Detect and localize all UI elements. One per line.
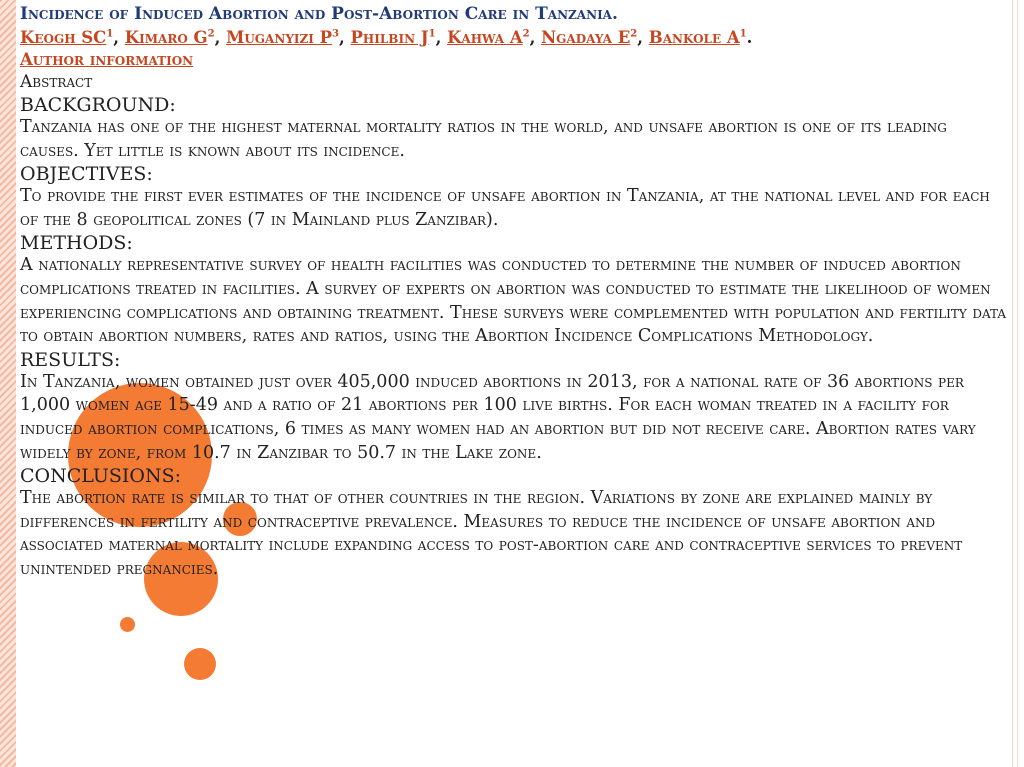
- author-affiliation: 1: [739, 28, 747, 40]
- abstract-content: [20, 3, 1010, 582]
- author-information-link[interactable]: Author information: [20, 50, 194, 69]
- decorative-circle-small: [184, 648, 216, 680]
- author-link[interactable]: Ngadaya E: [541, 28, 631, 47]
- author-link[interactable]: Muganyizi P: [226, 28, 333, 47]
- left-stripe-decoration: [0, 0, 16, 767]
- section-heading-background: BACKGROUND:: [20, 94, 176, 116]
- author-link[interactable]: Kahwa A: [447, 28, 523, 47]
- right-edge-line: [1012, 0, 1013, 767]
- right-edge-line-2: [1017, 0, 1018, 767]
- author-link[interactable]: Philbin J: [350, 28, 429, 47]
- section-heading-methods: METHODS:: [20, 232, 133, 255]
- abstract-label: Abstract: [20, 72, 93, 92]
- section-heading-objectives: OBJECTIVES:: [20, 163, 153, 186]
- decorative-circle-tiny: [120, 617, 135, 632]
- author-link[interactable]: Kimaro G: [124, 28, 208, 47]
- author-affiliation: 2: [207, 28, 215, 40]
- author-affiliation: 1: [428, 28, 436, 40]
- section-heading-conclusions: CONCLUSIONS:: [20, 465, 182, 488]
- author-affiliation: 2: [522, 28, 530, 40]
- section-text-objectives: To provide the first ever estimates of the incidence of unsafe abortion in Tanzania, at the national level and for each of the 8 geopolitical zones (7 in Mainland plus Zanzibar).: [20, 186, 990, 230]
- author-link[interactable]: Keogh SC: [20, 28, 107, 47]
- author-link[interactable]: Bankole A: [648, 28, 740, 47]
- section-text-methods: A nationally representative survey of health facilities was conducted to determine the number of induced abortion complications treated in facilities. A survey of experts on abortion was conducted to estimate the likelihood of women experiencing complications and obtaining treatment. These surveys were complemented with population and fertility data to obtain abortion numbers, rates and ratios, using the Abortion Incidence Complications Methodology.: [20, 255, 1007, 347]
- section-heading-results: RESULTS:: [20, 348, 121, 371]
- author-affiliation: 2: [630, 28, 638, 40]
- author-list: Keogh $SC^1$, Kimaro $G^2$, Muganyizi $P^3$, Philbin $J^1$, Kahwa $A^2$, Ngadaya $E^2$, Bankole $A^1$.: [20, 28, 753, 47]
- section-text-background: Tanzania has one of the highest maternal mortality ratios in the world, and unsafe abortion is one of its leading causes. Yet little is known about its incidence.: [20, 117, 947, 161]
- author-affiliation: 1: [106, 28, 114, 40]
- article-title: Incidence of Induced Abortion and Post-Abortion Care in Tanzania.: [20, 4, 618, 24]
- section-text-results: In Tanzania, women obtained just over 405,000 induced abortions in 2013, for a national rate of 36 abortions per 1,000 women age 15-49 and a ratio of 21 abortions per 100 live births. For each woman treated in a facility for induced abortion complications, 6 times as many women had an abortion but did not receive care. Abortion rates vary widely by zone, from 10.7 in Zanzibar to 50.7 in the Lake zone.: [20, 371, 976, 463]
- section-text-conclusions: The abortion rate is similar to that of other countries in the region. Variations by zone are explained mainly by differences in fertility and contraceptive prevalence. Measures to reduce the incidence of unsafe abortion and associated maternal mortality include expanding access to post-abortion care and contraceptive services to prevent unintended pregnancies.: [20, 488, 963, 579]
- author-affiliation: 3: [332, 28, 340, 40]
